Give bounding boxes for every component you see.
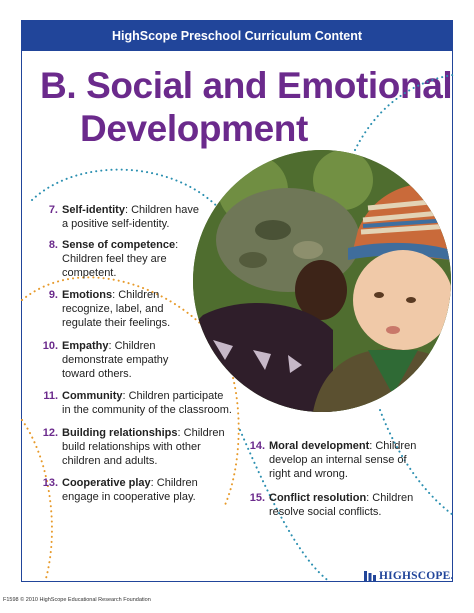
item-number: 10. [42,340,58,352]
title-line-2: Development [80,108,308,149]
item-text: recognize, label, and [62,303,164,315]
list-item [48,238,179,280]
item-number: 7. [48,204,58,216]
item-name: Self-identity [62,204,125,216]
item-name: Emotions [62,289,113,301]
logo-mark-icon [364,571,376,581]
item-text: Children feel they are [62,253,167,265]
item-number: 12. [42,427,58,439]
item-text: in the community of the classroom. [62,404,232,416]
item-text: toward others. [62,368,132,380]
item-text: regulate their feelings. [62,317,171,329]
banner-text: HighScope Preschool Curriculum Content [111,28,363,43]
item-text: : Children participate [122,390,224,402]
item-text: build relationships with other [62,441,201,453]
page-title [40,64,452,150]
list-item [48,203,199,231]
item-number: 9. [48,289,58,301]
list-item [42,339,169,381]
logo-text: HIGHSCOPE. [379,570,454,582]
item-text: right and wrong. [269,468,348,480]
item-name: Cooperative play [62,477,151,489]
item-text: : Children [366,492,414,504]
item-number: 15. [249,492,265,504]
item-text: engage in cooperative play. [62,491,196,503]
copyright-text: F1598 © 2010 HighScope Educational Research Foundation [3,597,151,603]
item-text: resolve social conflicts. [269,506,382,518]
item-name: Building relationships [62,427,178,439]
list-item [42,426,225,468]
item-text: develop an internal sense of [269,454,407,466]
item-number: 8. [48,239,58,251]
list-item [249,439,417,481]
list-item [249,491,414,519]
children-photo [193,150,451,412]
item-text: : [175,239,179,251]
item-text: : Children [150,477,198,489]
item-text: : Children [112,289,160,301]
item-text: competent. [62,267,117,279]
item-text: a positive self-identity. [62,218,170,230]
item-text: : Children [108,340,156,352]
highscope-logo [364,570,454,582]
item-text: demonstrate empathy [62,354,169,366]
item-number: 13. [42,477,58,489]
item-text: : Children have [124,204,199,216]
item-name: Sense of competence [62,239,176,251]
header-banner [21,20,453,51]
item-text: : Children [369,440,417,452]
list-item [43,389,232,417]
item-number: 14. [249,440,265,452]
item-name: Moral development [269,440,370,452]
item-text: : Children [177,427,225,439]
item-number: 11. [43,390,58,402]
list-item [48,288,171,330]
title-line-1: B. Social and Emotional [40,65,453,106]
item-name: Community [62,390,123,402]
list-item [42,476,198,504]
item-name: Empathy [62,340,109,352]
item-text: children and adults. [62,455,158,467]
item-name: Conflict resolution [269,492,367,504]
